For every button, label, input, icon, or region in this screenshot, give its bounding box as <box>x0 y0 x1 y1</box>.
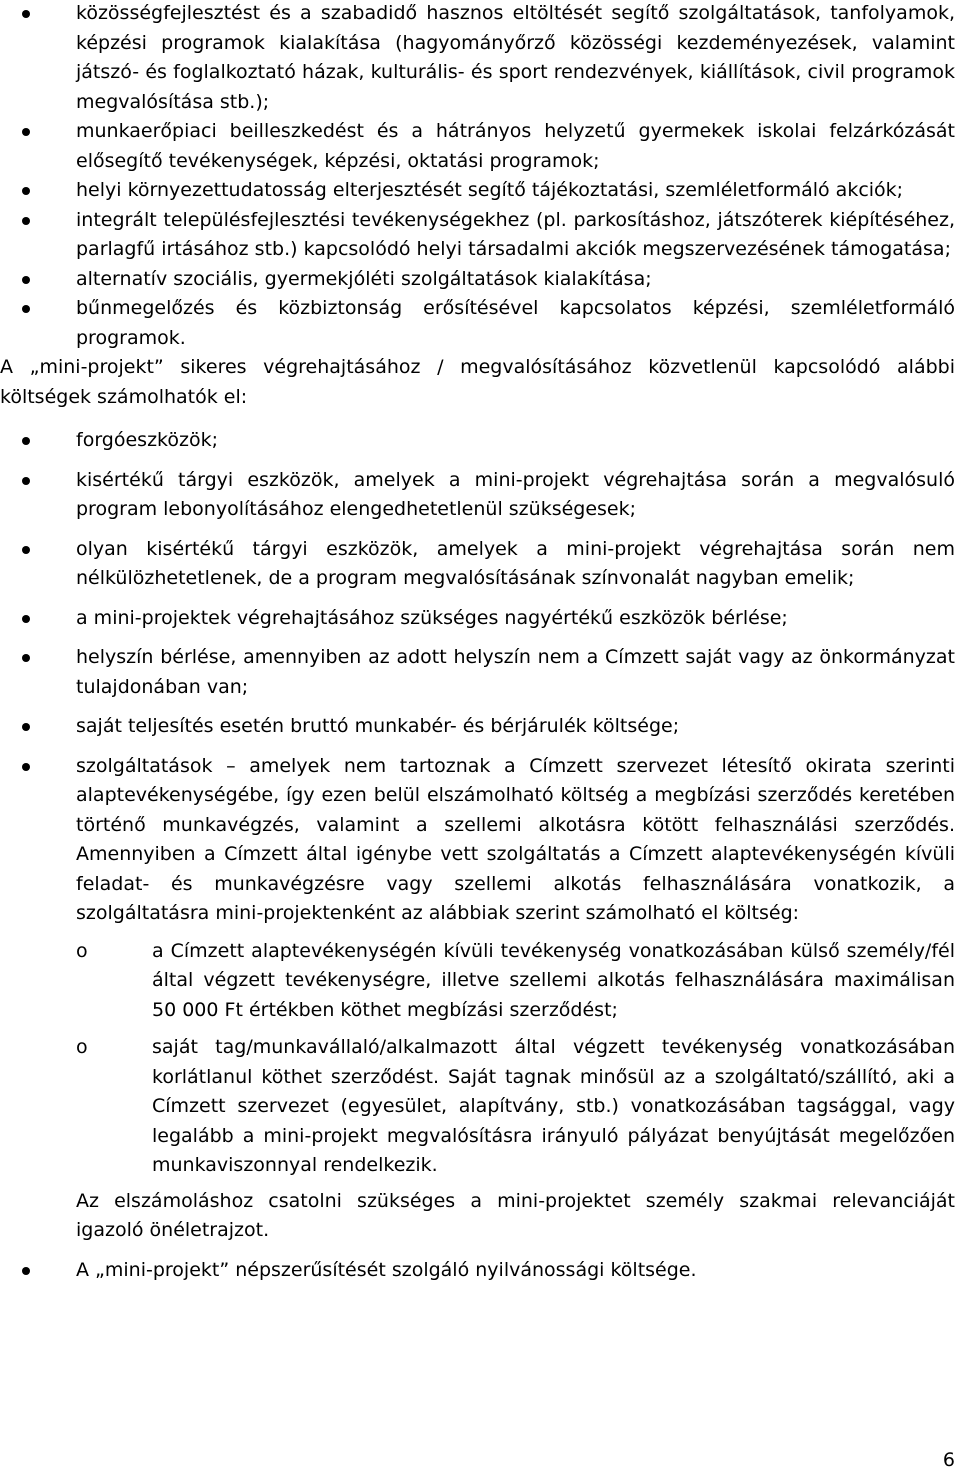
list-item <box>0 265 960 295</box>
sub-list-item-text: a Címzett alaptevékenységén kívüli tevékenység vonatkozásában külső személy/fél által végzett tevékenységre, illetve szellemi alkotás felhasználására maximálisan 50 000 Ft értékben köthet megbízási szerződést; <box>152 939 955 1021</box>
bullet-icon <box>22 723 30 731</box>
list-item <box>0 643 960 702</box>
bullet-icon <box>22 654 30 662</box>
list-item-text: kisértékű tárgyi eszközök, amelyek a mini-projekt végrehajtása során a megvalósuló program lebonyolításához elengedhetetlenül szükségesek; <box>76 468 955 520</box>
cost-list <box>0 426 960 1285</box>
page-number: 6 <box>942 1449 955 1471</box>
bullet-icon <box>22 10 30 18</box>
list-item-text: A „mini-projekt” népszerűsítését szolgáló nyilvánossági költsége. <box>76 1258 697 1281</box>
list-item <box>0 176 960 206</box>
list-item <box>0 206 960 265</box>
intro-paragraph: A „mini-projekt” sikeres végrehajtásához / megvalósításához közvetlenül kapcsolódó alábbi költségek számolhatók el: <box>0 356 955 408</box>
bullet-icon <box>22 276 30 284</box>
list-item-text: alternatív szociális, gyermekjóléti szolgáltatások kialakítása; <box>76 267 652 290</box>
bullet-icon <box>22 1267 30 1275</box>
list-item-text: közösségfejlesztést és a szabadidő hasznos eltöltését segítő szolgáltatások, tanfolyamok, képzési programok kialakítása (hagyományőrző közösségi kezdeményezések, valamint játszó- és foglalkoztató házak, kulturális- és sport rendezvények, kiállítások, civil programok megvalósítása stb.); <box>76 2 955 113</box>
list-item-text: munkaerőpiaci beilleszkedést és a hátrányos helyzetű gyermekek iskolai felzárkózását elősegítő tevékenységek, képzési, oktatási programok; <box>76 120 955 172</box>
bullet-icon <box>22 187 30 195</box>
bullet-icon <box>22 217 30 225</box>
list-item-text: szolgáltatások – amelyek nem tartoznak a Címzett szervezet létesítő okirata szerinti alaptevékenységébe, így ezen belül elszámolható költség a megbízási szerződés keretében történő munkavégzés, valamint a szellemi alkotásra kötött felhasználási szerződés. Amennyiben a Címzett által igénybe vett szolgáltatás a Címzett alaptevékenységén kívüli feladat- és munkavégzésre vagy szellemi alkotás felhasználására vonatkozik, a szolgáltatásra mini-projektenként az alábbiak szerint számolható el költség: <box>76 754 955 924</box>
list-item-text: a mini-projektek végrehajtásához szükséges nagyértékű eszközök bérlése; <box>76 606 788 629</box>
list-item <box>0 535 960 594</box>
list-item <box>0 426 960 456</box>
list-item <box>0 466 960 525</box>
bullet-icon <box>22 477 30 485</box>
list-item-text: bűnmegelőzés és közbiztonság erősítésével kapcsolatos képzési, szemléletformáló programok. <box>76 297 955 349</box>
cv-note: Az elszámoláshoz csatolni szükséges a mini-projektet személy szakmai relevanciáját igazoló önéletrajzot. <box>76 1189 955 1241</box>
bullet-icon <box>22 546 30 554</box>
list-item <box>0 712 960 742</box>
list-item <box>0 1256 960 1286</box>
list-item-text: forgóeszközök; <box>76 429 218 451</box>
bullet-icon <box>22 437 30 445</box>
list-item <box>0 117 960 176</box>
sub-list-marker: o <box>76 939 88 962</box>
list-item-text: integrált településfejlesztési tevékenységekhez (pl. parkosításhoz, játszóterek kiépítéséhez, parlagfű irtásához stb.) kapcsolódó helyi társadalmi akciók megszervezésének támogatása; <box>76 208 955 260</box>
sub-list-item <box>76 1033 955 1181</box>
activity-list <box>0 0 960 353</box>
list-item-text: olyan kisértékű tárgyi eszközök, amelyek a mini-projekt végrehajtása során nem nélkülözhetetlenek, de a program megvalósításának színvonalát nagyban emelik; <box>76 537 955 589</box>
bullet-icon <box>22 763 30 771</box>
sub-list-item <box>76 937 955 1026</box>
sub-list-marker: o <box>76 1036 88 1058</box>
list-item <box>0 294 960 353</box>
list-item-services <box>0 752 960 1246</box>
list-item <box>0 604 960 634</box>
list-item-text: helyi környezettudatosság elterjesztését segítő tájékoztatási, szemléletformáló akciók; <box>76 179 904 201</box>
services-sublist <box>76 937 955 1181</box>
list-item <box>0 0 960 117</box>
bullet-icon <box>22 305 30 313</box>
bullet-icon <box>22 128 30 136</box>
list-item-text: helyszín bérlése, amennyiben az adott helyszín nem a Címzett saját vagy az önkormányzat tulajdonában van; <box>76 646 955 698</box>
list-item-text: saját teljesítés esetén bruttó munkabér- és bérjárulék költsége; <box>76 715 680 737</box>
bullet-icon <box>22 615 30 623</box>
sub-list-item-text: saját tag/munkavállaló/alkalmazott által végzett tevékenység vonatkozásában korlátlanul köthet szerződést. Saját tagnak minősül az a szolgáltató/szállító, aki a Címzett szervezet (egyesület, alapítvány, stb.) vonatkozásában tagsággal, vagy legalább a mini-projekt megvalósításra irányuló pályázat benyújtását megelőzően munkaviszonnyal rendelkezik. <box>152 1036 955 1176</box>
